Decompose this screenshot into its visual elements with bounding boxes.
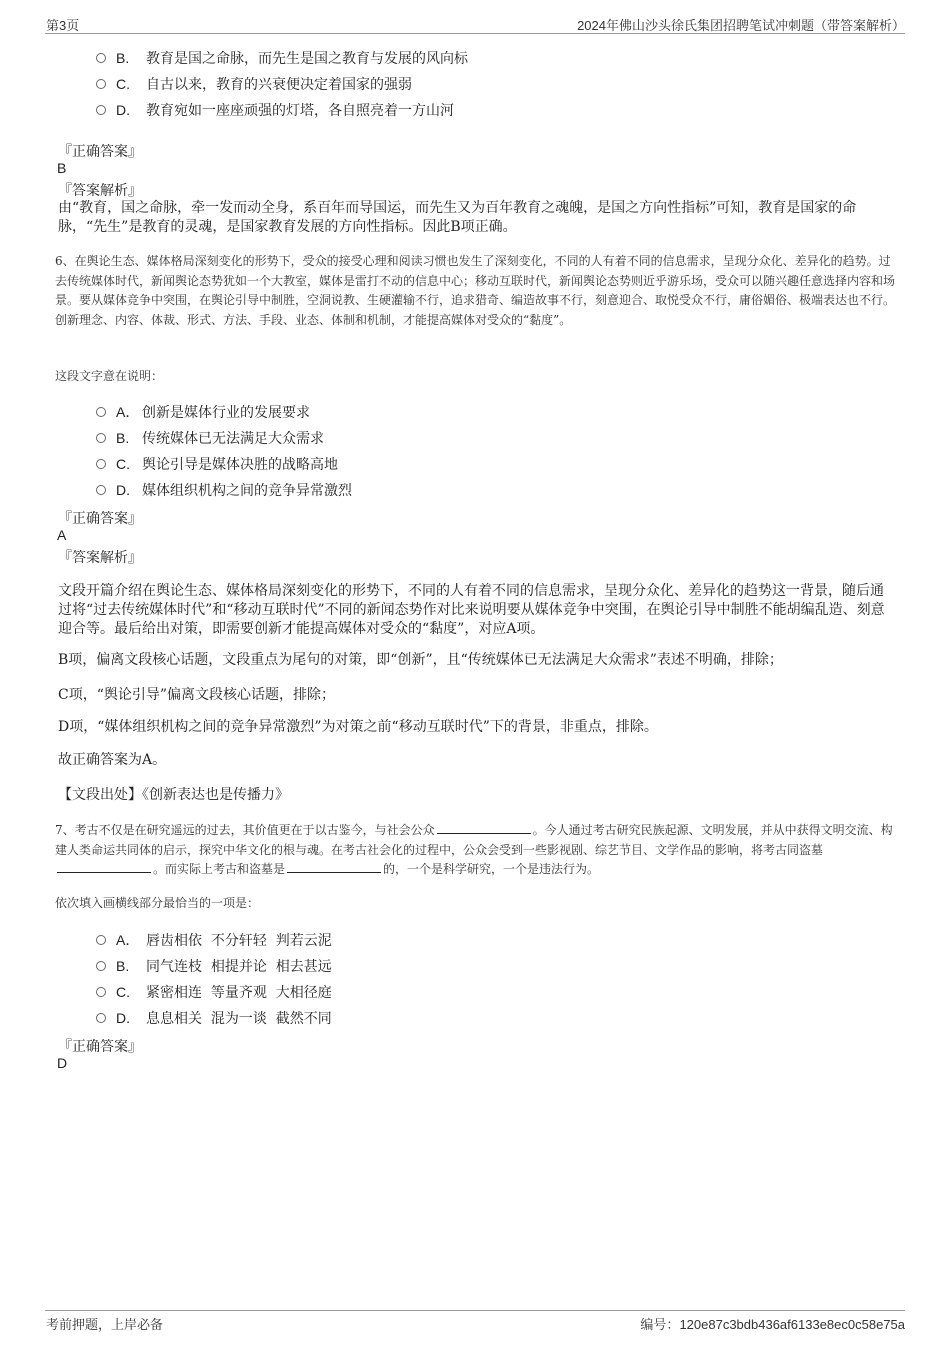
q5-answer: B: [57, 160, 67, 176]
q7-answer-label: 『正确答案』: [58, 1039, 142, 1055]
q6-option-c[interactable]: [96, 454, 338, 474]
option-text: 舆论引导是媒体决胜的战略高地: [142, 457, 338, 473]
q6-option-d[interactable]: [96, 480, 352, 500]
option-letter: C.: [116, 456, 130, 472]
radio-icon[interactable]: [96, 407, 106, 417]
option-text: 教育是国之命脉，而先生是国之教育与发展的风向标: [146, 51, 468, 67]
option-letter: A．: [116, 404, 140, 420]
fill-blank: [437, 821, 531, 834]
footer-code-label: 编号：: [640, 1317, 680, 1332]
option-letter: C.: [116, 76, 130, 92]
radio-icon[interactable]: [96, 79, 106, 89]
document-title: 2024年佛山沙头徐氏集团招聘笔试冲刺题（带答案解析）: [577, 18, 905, 33]
q6-analysis-paragraph: B项，偏离文段核心话题，文段重点为尾句的对策，即“创新”，且“传统媒体已无法满足大众需求”表述不明确，排除；: [58, 652, 783, 668]
footer-code: [640, 1314, 905, 1333]
q7-stem: [55, 821, 895, 880]
radio-icon[interactable]: [96, 53, 106, 63]
q6-analysis-paragraph: 故正确答案为A。: [58, 752, 167, 768]
option-text: 紧密相连 等量齐观 大相径庭: [146, 985, 332, 1001]
radio-icon[interactable]: [96, 935, 106, 945]
option-text: 自古以来，教育的兴衰便决定着国家的强弱: [146, 77, 412, 93]
q5-option-b[interactable]: [96, 48, 468, 68]
radio-icon[interactable]: [96, 459, 106, 469]
page-number: 第3页: [46, 18, 80, 33]
q5-analysis-label: 『答案解析』: [58, 183, 142, 199]
radio-icon[interactable]: [96, 485, 106, 495]
q7-option-d[interactable]: [96, 1008, 332, 1028]
q5-option-c[interactable]: [96, 74, 412, 94]
q6-analysis-paragraph: 文段开篇介绍在舆论生态、媒体格局深刻变化的形势下，不同的人有着不同的信息需求，呈现分众化、差异化的趋势这一背景，随后通过将“过去传统媒体时代”和“移动互联时代”不同的新闻态势作对比来说明要从媒体竞争中突围，在舆论引导中制胜不能胡编乱造、刻意迎合等。最后给出对策，即需要创新才能提高媒体对受众的“黏度”，对应A项。: [58, 583, 885, 637]
option-text: 教育宛如一座座顽强的灯塔，各自照亮着一方山河: [146, 103, 454, 119]
option-letter: D.: [116, 482, 130, 498]
q7-stem-part: 7、考古不仅是在研究遥远的过去，其价值更在于以古鉴今，与社会公众: [55, 823, 435, 837]
q7-answer: D: [57, 1055, 68, 1071]
fill-blank: [57, 860, 151, 873]
option-letter: A．: [116, 932, 140, 948]
option-letter: B.: [116, 50, 130, 66]
radio-icon[interactable]: [96, 433, 106, 443]
option-text: 息息相关 混为一谈 截然不同: [146, 1011, 332, 1027]
q6-option-b[interactable]: [96, 428, 324, 448]
q5-answer-label: 『正确答案』: [58, 144, 142, 160]
option-text: 媒体组织机构之间的竞争异常激烈: [142, 483, 352, 499]
q5-analysis: 由“教育，国之命脉，牵一发而动全身，系百年而导国运，而先生又为百年教育之魂魄，是国之方向性指标”可知，教育是国家的命脉，“先生”是教育的灵魂，是国家教育发展的方向性指标。因此B项正确。: [58, 200, 857, 235]
option-text: 唇齿相依 不分轩轻 判若云泥: [146, 933, 332, 949]
q6-stem: 6、在舆论生态、媒体格局深刻变化的形势下，受众的接受心理和阅读习惯也发生了深刻变化，不同的人有着不同的信息需求，呈现分众化、差异化的趋势。过去传统媒体时代，新闻舆论态势犹如一个大教室，媒体是雷打不动的信息中心；移动互联时代，新闻舆论态势则近乎游乐场，受众可以随兴趣任意选择内容和场景。要从媒体竞争中突围，在舆论引导中制胜，空洞说教、生硬灌输不行，追求猎奇、编造故事不行，刻意迎合、取悦受众不行，庸俗媚俗、极端表达也不行。创新理念、内容、体裁、形式、方法、手段、业态、体制和机制，才能提高媒体对受众的“黏度”。: [55, 254, 896, 327]
option-letter: B.: [116, 430, 130, 446]
option-letter: B.: [116, 958, 130, 974]
q7-question: 依次填入画横线部分最恰当的一项是：: [55, 896, 260, 910]
q7-option-b[interactable]: [96, 956, 332, 976]
option-text: 同气连枝 相提并论 相去甚远: [146, 959, 332, 975]
q6-analysis-paragraph: D项，“媒体组织机构之间的竞争异常激烈”为对策之前“移动互联时代”下的背景，非重点，排除。: [58, 719, 658, 735]
option-letter: D.: [116, 1010, 130, 1026]
q7-stem-part: 。今人通过考古研究民族起源、文明发展，并从中获得文明交流、构建人类命运共同体的启示，探究中华文化的根与魂。在考古社会化的过程中，公众会受到一些影视剧、综艺节目、文学作品的影响，将考古同盗墓: [55, 823, 893, 857]
radio-icon[interactable]: [96, 987, 106, 997]
q5-option-d[interactable]: [96, 100, 454, 120]
footer-code-value: 120e87c3bdb436af6133e8ec0c58e75a: [679, 1317, 905, 1332]
radio-icon[interactable]: [96, 1013, 106, 1023]
q6-analysis-label: 『答案解析』: [58, 550, 142, 566]
q6-answer: A: [57, 527, 67, 543]
q6-answer-label: 『正确答案』: [58, 511, 142, 527]
option-letter: C.: [116, 984, 130, 1000]
q6-option-a[interactable]: [96, 402, 310, 422]
q6-analysis-paragraph: C项，“舆论引导”偏离文段核心话题，排除；: [58, 687, 336, 703]
q7-stem-part: 。而实际上考古和盗墓是: [153, 862, 286, 876]
q7-option-a[interactable]: [96, 930, 332, 950]
q6-question: 这段文字意在说明：: [55, 369, 164, 383]
footer-slogan: 考前押题，上岸必备: [46, 1317, 164, 1332]
option-text: 传统媒体已无法满足大众需求: [142, 431, 324, 447]
option-letter: D.: [116, 102, 130, 118]
footer-divider: [45, 1310, 905, 1311]
header-divider: [45, 33, 905, 34]
radio-icon[interactable]: [96, 961, 106, 971]
fill-blank: [287, 860, 381, 873]
q6-source: 【文段出处】《创新表达也是传播力》: [58, 787, 289, 803]
radio-icon[interactable]: [96, 105, 106, 115]
q7-stem-part: 的，一个是科学研究，一个是违法行为。: [383, 862, 600, 876]
q7-option-c[interactable]: [96, 982, 332, 1002]
option-text: 创新是媒体行业的发展要求: [142, 405, 310, 421]
